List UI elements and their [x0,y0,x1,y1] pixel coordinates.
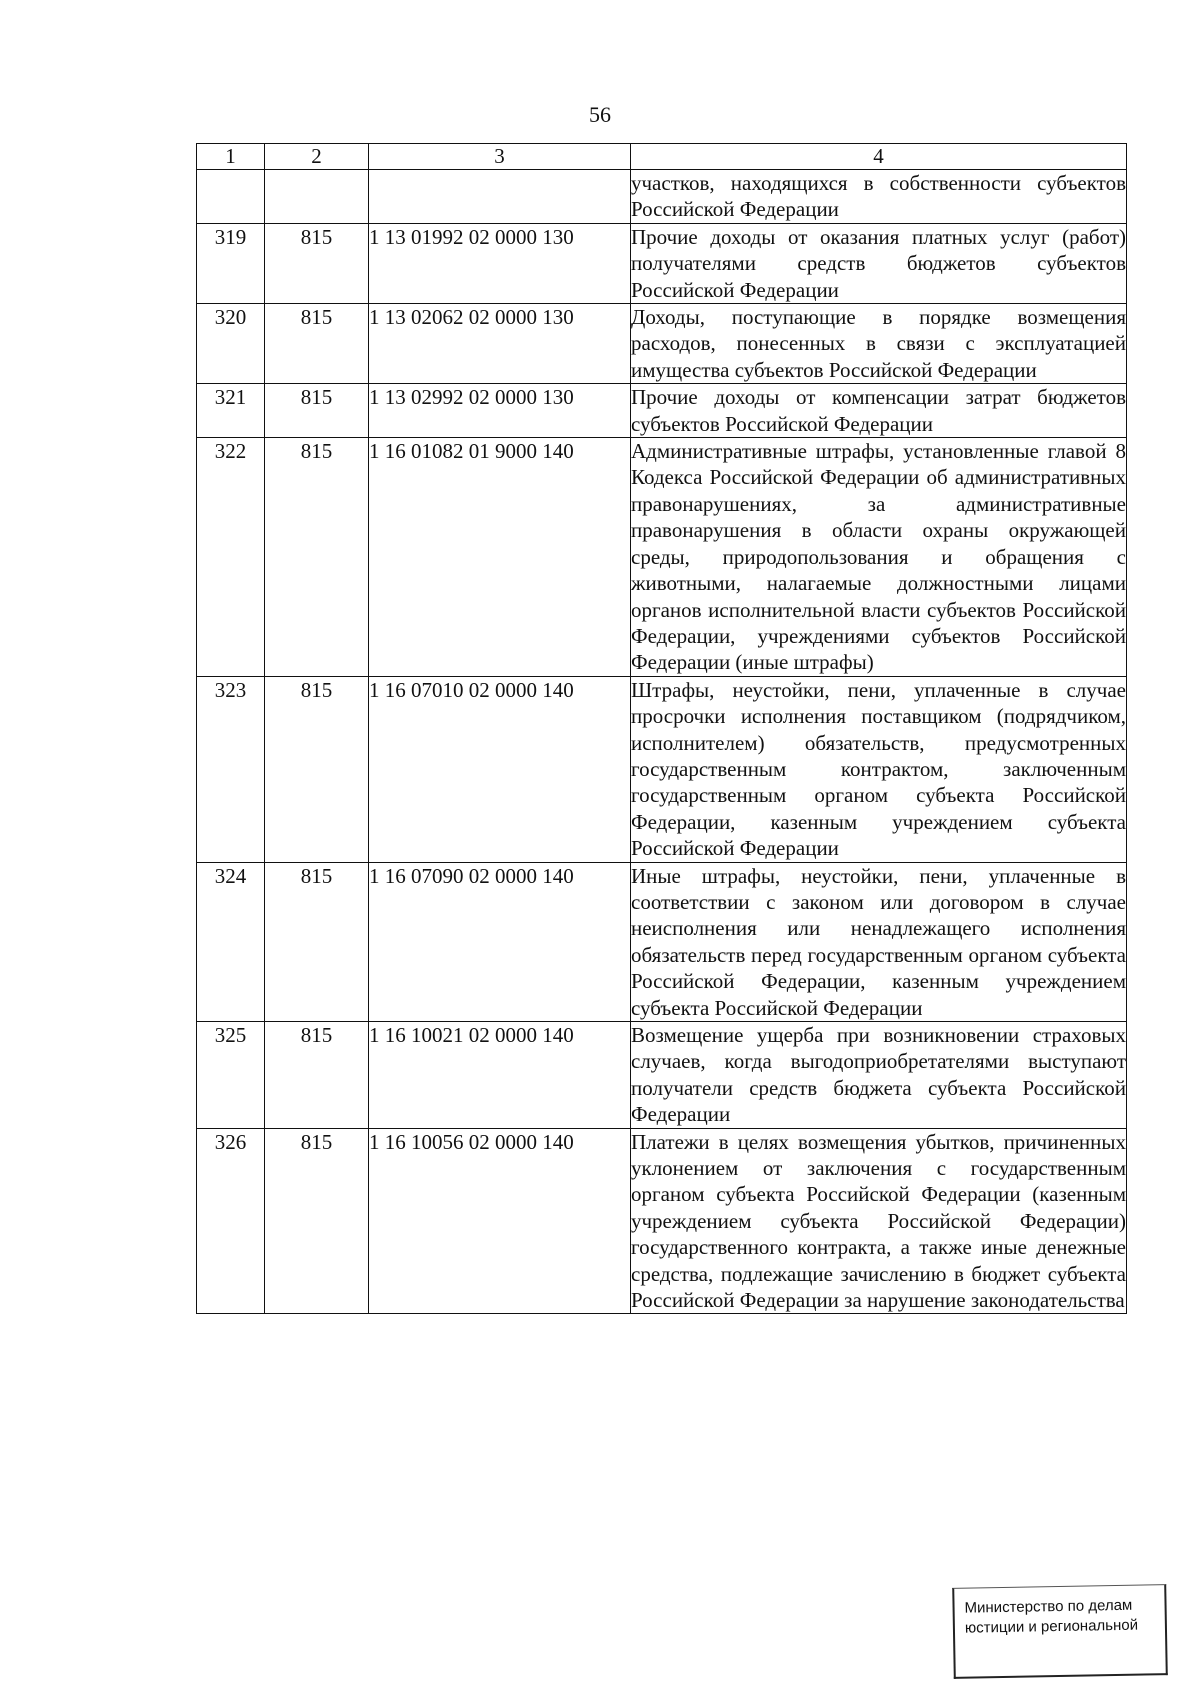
income-description: Прочие доходы от компенсации затрат бюджетов субъектов Российской Федерации [631,385,1126,436]
administrator-code: 815 [265,1128,369,1314]
administrator-code: 815 [265,223,369,303]
page-number: 56 [589,102,611,127]
income-description: Доходы, поступающие в порядке возмещения расходов, понесенных в связи с эксплуатацией имущества субъектов Российской Федерации [631,305,1126,382]
budget-classification-code: 1 13 02062 02 0000 130 [369,304,631,384]
stamp-text-line-2: юстиции и региональной [964,1616,1139,1637]
administrator-code: 815 [265,384,369,438]
row-number: 323 [197,676,265,862]
row-number: 322 [197,438,265,677]
budget-classification-code: 1 13 02992 02 0000 130 [369,384,631,438]
table-header-row [197,144,1127,170]
income-description: Штрафы, неустойки, пени, уплаченные в случае просрочки исполнения поставщиком (подрядчиком, исполнителем) обязательств, предусмотренных государственным контрактом, заключенным государственным органом субъекта Российской Федерации, казенным учреждением субъекта Российской Федерации [631,677,1126,861]
table-row [197,1128,1127,1314]
row-number: 326 [197,1128,265,1314]
budget-classification-code [369,170,631,224]
budget-classification-code: 1 16 07010 02 0000 140 [369,676,631,862]
income-description: Платежи в целях возмещения убытков, причиненных уклонением от заключения с государственным органом субъекта Российской Федерации (казенным учреждением субъекта Российской Федерации) государственного контракта, а также иные денежные средства, подлежащие зачислению в бюджет субъекта Российской Федерации за нарушение законодательства [631,1129,1126,1313]
table-row [197,384,1127,438]
income-description: Иные штрафы, неустойки, пени, уплаченные в соответствии с законом или договором в случае неисполнения или ненадлежащего исполнения обязательств перед государственным органом субъекта Российской Федерации, казенным учреждением субъекта Российской Федерации [631,863,1126,1020]
table-row [197,862,1127,1021]
income-description: Административные штрафы, установленные главой 8 Кодекса Российской Федерации об административных правонарушениях, за административные правонарушения в области охраны окружающей среды, природопользования и обращения с животными, налагаемые должностными лицами органов исполнительной власти субъектов Российской Федерации, учреждениями субъектов Российской Федерации (иные штрафы) [631,439,1126,675]
budget-classification-code: 1 13 01992 02 0000 130 [369,223,631,303]
header-col-1: 1 [197,144,265,170]
administrator-code: 815 [265,1022,369,1129]
table-row [197,676,1127,862]
revenue-codes-table [196,143,1127,1314]
header-col-4: 4 [631,144,1127,170]
administrator-code: 815 [265,862,369,1021]
table-row [197,304,1127,384]
row-number: 319 [197,223,265,303]
administrator-code: 815 [265,438,369,677]
administrator-code: 815 [265,676,369,862]
header-col-3: 3 [369,144,631,170]
stamp-text-line-1: Министерство по делам [964,1596,1133,1617]
row-number: 325 [197,1022,265,1129]
income-description: Прочие доходы от оказания платных услуг (работ) получателями средств бюджетов субъектов Российской Федерации [631,224,1126,302]
row-number: 324 [197,862,265,1021]
administrator-code: 815 [265,304,369,384]
ministry-stamp [952,1584,1168,1679]
table-row [197,170,1127,224]
budget-classification-code: 1 16 10056 02 0000 140 [369,1128,631,1314]
table-row [197,1022,1127,1129]
row-number: 320 [197,304,265,384]
administrator-code [265,170,369,224]
header-col-2: 2 [265,144,369,170]
row-number [197,170,265,224]
table-row [197,223,1127,303]
row-number: 321 [197,384,265,438]
budget-classification-code: 1 16 01082 01 9000 140 [369,438,631,677]
income-description: Возмещение ущерба при возникновении страховых случаев, когда выгодоприобретателями выступают получатели средств бюджета субъекта Российской Федерации [631,1023,1126,1127]
table-row [197,438,1127,677]
budget-classification-code: 1 16 07090 02 0000 140 [369,862,631,1021]
budget-classification-code: 1 16 10021 02 0000 140 [369,1022,631,1129]
income-description: участков, находящихся в собственности субъектов Российской Федерации [631,171,1126,222]
